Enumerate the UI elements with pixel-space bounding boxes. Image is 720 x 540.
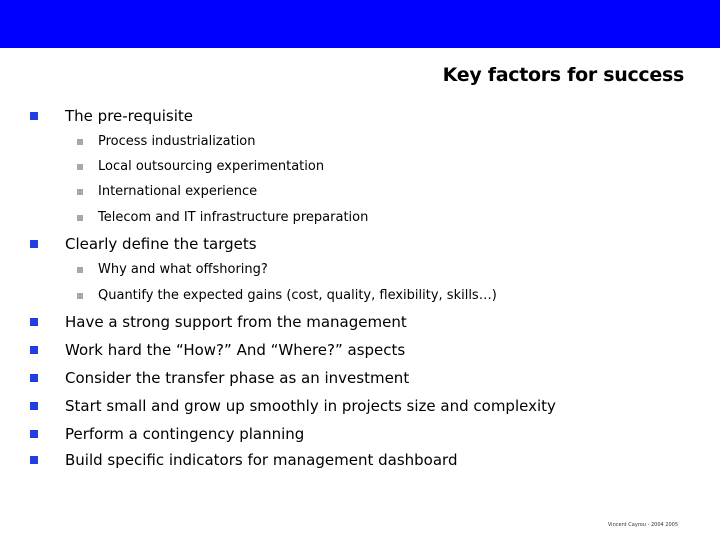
square-sub-bullet-icon [77, 164, 83, 170]
slide-title: Key factors for success [442, 64, 684, 86]
bullet-text: The pre-requisite [65, 107, 194, 125]
square-bullet-icon [30, 112, 38, 120]
bullet-text: Build specific indicators for management dashboard [65, 451, 458, 469]
sub-bullet-text: Local outsourcing experimentation [98, 159, 325, 174]
sub-bullet-text: Quantify the expected gains (cost, quality, flexibility, skills…) [98, 288, 497, 303]
square-sub-bullet-icon [77, 139, 83, 145]
square-sub-bullet-icon [77, 189, 83, 195]
square-sub-bullet-icon [77, 267, 83, 273]
sub-bullet-text: Process industrialization [98, 134, 256, 149]
bullet-text: Have a strong support from the management [65, 313, 407, 331]
square-bullet-icon [30, 430, 38, 438]
sub-bullet-text: International experience [98, 184, 258, 199]
bullet-text: Perform a contingency planning [65, 425, 305, 443]
square-bullet-icon [30, 402, 38, 410]
sub-bullet-text: Telecom and IT infrastructure preparation [98, 210, 369, 225]
header-bar [0, 0, 720, 48]
square-bullet-icon [30, 374, 38, 382]
square-sub-bullet-icon [77, 215, 83, 221]
bullet-text: Clearly define the targets [65, 235, 257, 253]
sub-bullet-text: Why and what offshoring? [98, 262, 268, 277]
bullet-text: Consider the transfer phase as an investment [65, 369, 410, 387]
square-bullet-icon [30, 318, 38, 326]
square-bullet-icon [30, 240, 38, 248]
square-bullet-icon [30, 346, 38, 354]
square-sub-bullet-icon [77, 293, 83, 299]
bullet-text: Work hard the “How?” And “Where?” aspects [65, 341, 406, 359]
bullet-text: Start small and grow up smoothly in projects size and complexity [65, 397, 556, 415]
square-bullet-icon [30, 456, 38, 464]
slide-footer: Vincent Cayrou - 2004 2005 [607, 522, 678, 528]
